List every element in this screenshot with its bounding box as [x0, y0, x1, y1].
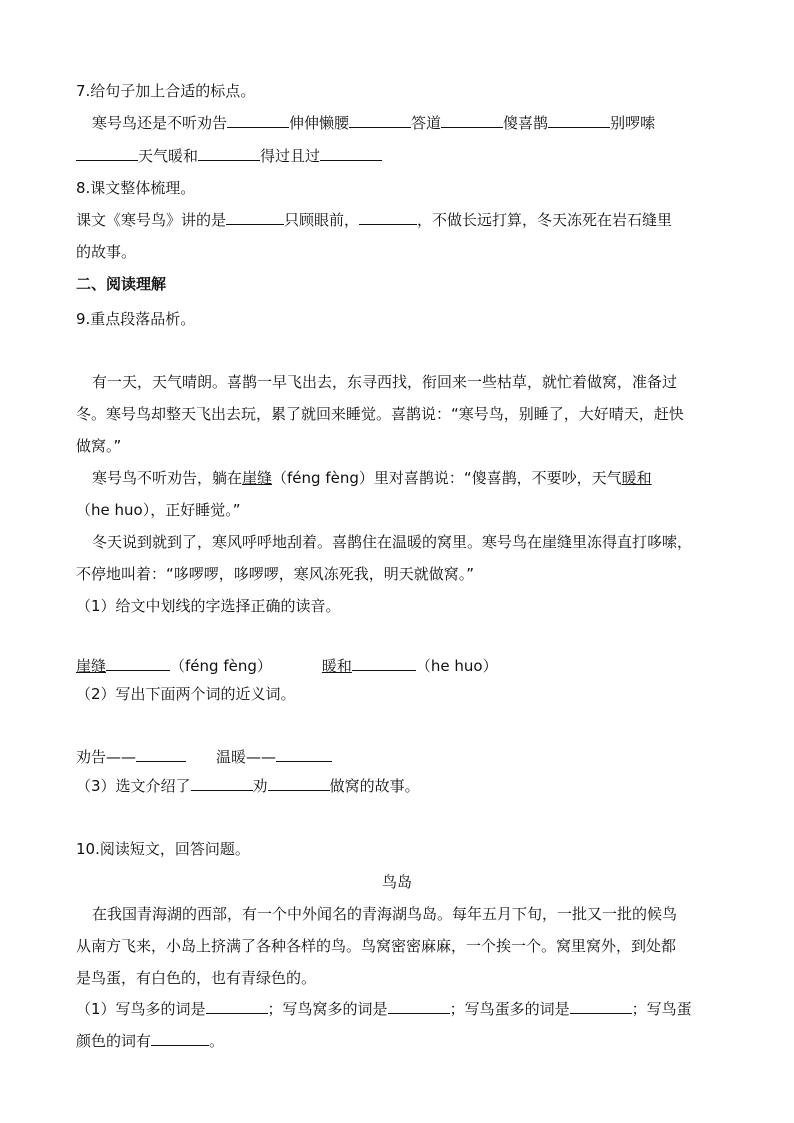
q9-para-2b: （he huo），正好睡觉。” — [76, 501, 241, 519]
answer-blank[interactable] — [548, 113, 610, 128]
q10-sub-1-line-2: 颜色的词有 。 — [76, 1032, 225, 1050]
underlined-word: 暖和 — [621, 469, 652, 487]
answer-blank[interactable] — [359, 210, 417, 225]
q9-para-2a: 寒号鸟不听劝告，躺在崖缝（féng fèng）里对喜鹊说：“傻喜鹊，不要吵，天气暖和 — [92, 469, 652, 487]
answer-blank[interactable] — [227, 113, 289, 128]
q7-line-1: 寒号鸟还是不听劝告 伸伸懒腰 答道 傻喜鹊 别啰嗦 — [92, 114, 656, 132]
answer-blank[interactable] — [349, 113, 411, 128]
q9-para-1c: 做窝。” — [76, 437, 122, 455]
q9-sub-2-answers: 劝告—— 温暖—— — [76, 747, 332, 767]
answer-blank[interactable] — [151, 1031, 209, 1046]
section-heading: 二、阅读理解 — [76, 275, 167, 293]
q10-para-1a: 在我国青海湖的西部，有一个中外闻名的青海湖鸟岛。每年五月下旬，一批又一批的候鸟 — [92, 905, 678, 923]
q9-para-1b: 冬。寒号鸟却整天飞出去玩，累了就回来睡觉。喜鹊说：“寒号鸟，别睡了，大好晴天，赶快 — [76, 405, 684, 423]
q10-heading: 鸟岛 — [381, 873, 412, 891]
q10-sub-1-line-1: （1）写鸟多的词是 ；写鸟窝多的词是 ；写鸟蛋多的词是 ；写鸟蛋 — [76, 1000, 692, 1018]
answer-blank[interactable] — [268, 776, 330, 791]
answer-blank[interactable] — [191, 776, 253, 791]
q7-line-2: 天气暖和 得过且过 — [76, 146, 382, 166]
q9-para-3b: 不停地叫着：“哆啰啰，哆啰啰，寒风冻死我，明天就做窝。” — [76, 565, 475, 583]
q8-line-1: 课文《寒号鸟》讲的是 只顾眼前， ，不做长远打算，冬天冻死在岩石缝里 — [76, 211, 673, 229]
q7-title: 7.给句子加上合适的标点。 — [76, 82, 256, 100]
q10-title: 10.阅读短文，回答问题。 — [76, 840, 250, 858]
answer-blank[interactable] — [276, 747, 332, 762]
q9-sub-3: （3）选文介绍了 劝 做窝的故事。 — [76, 777, 420, 795]
answer-blank[interactable] — [206, 999, 268, 1014]
q9-title: 9.重点段落品析。 — [76, 310, 196, 328]
answer-blank[interactable] — [441, 113, 503, 128]
q9-para-1a: 有一天，天气晴朗。喜鹊一早飞出去，东寻西找，衔回来一些枯草，就忙着做窝，准备过 — [92, 373, 678, 391]
answer-blank[interactable] — [570, 999, 632, 1014]
answer-blank[interactable] — [320, 146, 382, 161]
answer-blank[interactable] — [352, 656, 416, 671]
q8-title: 8.课文整体梳理。 — [76, 179, 196, 197]
answer-blank[interactable] — [76, 146, 138, 161]
answer-blank[interactable] — [198, 146, 260, 161]
q10-para-1c: 是鸟蛋，有白色的，也有青绿色的。 — [76, 969, 317, 987]
q9-para-3a: 冬天说到就到了，寒风呼呼地刮着。喜鹊住在温暖的窝里。寒号鸟在崖缝里冻得直打哆嗦， — [92, 533, 693, 551]
q9-sub-2: （2）写出下面两个词的近义词。 — [76, 685, 296, 703]
answer-blank[interactable] — [136, 747, 186, 762]
q9-sub-1-answers: 崖缝 （féng fèng） 暖和 （he huo） — [76, 657, 498, 675]
q9-sub-1: （1）给文中划线的字选择正确的读音。 — [76, 597, 341, 615]
answer-blank[interactable] — [106, 656, 170, 671]
answer-blank[interactable] — [388, 999, 450, 1014]
answer-blank[interactable] — [226, 210, 284, 225]
q8-line-2: 的故事。 — [76, 243, 137, 261]
underlined-word: 崖缝 — [242, 469, 273, 487]
q10-para-1b: 从南方飞来，小岛上挤满了各种各样的鸟。鸟窝密密麻麻，一个挨一个。窝里窝外，到处都 — [76, 937, 677, 955]
